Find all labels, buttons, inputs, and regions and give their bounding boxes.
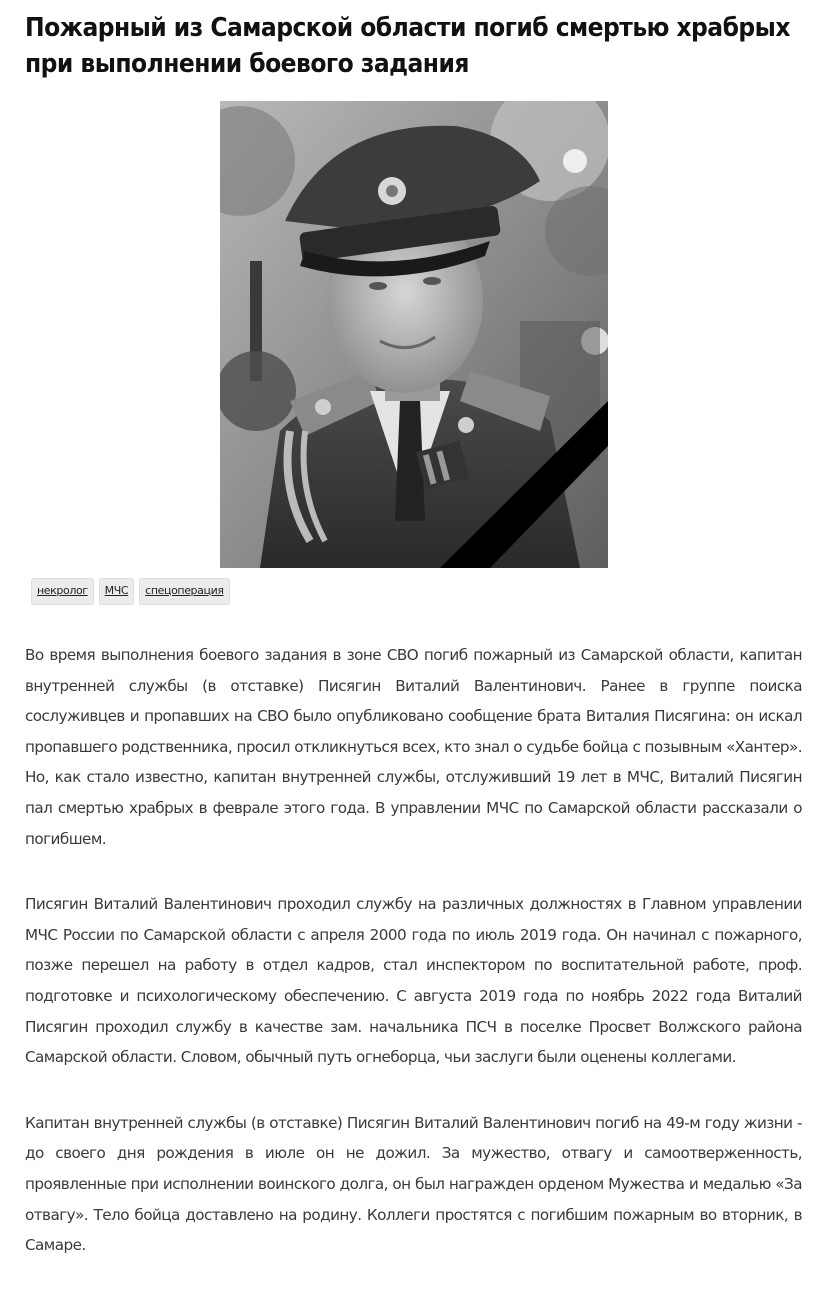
tag-nekrolog[interactable]: некролог [31, 578, 94, 605]
tag-list [31, 578, 230, 605]
tag-mchs[interactable]: МЧС [99, 578, 135, 605]
article-body [25, 640, 802, 1296]
article-paragraph: Во время выполнения боевого задания в зоне СВО погиб пожарный из Самарской области, капитан внутренней службы (в отставке) Писягин Виталий Валентинович. Ранее в группе поиска сослуживцев и пропавших на СВО было опубликовано сообщение брата Виталия Писягина: он искал пропавшего родственника, просил откликнуться всех, кто знал о судьбе бойца с позывным «Хантер». Но, как стало известно, капитан внутренней службы, отслуживший 19 лет в МЧС, Виталий Писягин пал смертью храбрых в феврале этого года. В управлении МЧС по Самарской области рассказали о погибшем. [25, 646, 802, 848]
tag-specoperaciya[interactable]: спецоперация [139, 578, 229, 605]
article-paragraph: Капитан внутренней службы (в отставке) Писягин Виталий Валентинович погиб на 49-м году жизни - до своего дня рождения в июле он не дожил. За мужество, отвагу и самоотверженность, проявленные при исполнении воинского долга, он был награжден орденом Мужества и медалью «За отвагу». Тело бойца доставлено на родину. Коллеги простятся с погибшим пожарным во вторник, в Самаре. [25, 1113, 802, 1255]
portrait-photo [220, 101, 608, 568]
article-title: Пожарный из Самарской области погиб смертью храбрых при выполнении боевого задания [25, 13, 790, 79]
article-paragraph: Писягин Виталий Валентинович проходил службу на различных должностях в Главном управлении МЧС России по Самарской области с апреля 2000 года по июль 2019 года. Он начинал с пожарного, позже перешел на работу в отдел кадров, стал инспектором по воспитательной работе, проф. подготовке и психологическому обеспечению. С августа 2019 года по ноябрь 2022 года Виталий Писягин проходил службу в качестве зам. начальника ПСЧ в поселке Просвет Волжского района Самарской области. Словом, обычный путь огнеборца, чьи заслуги были оценены коллегами. [25, 895, 802, 1067]
